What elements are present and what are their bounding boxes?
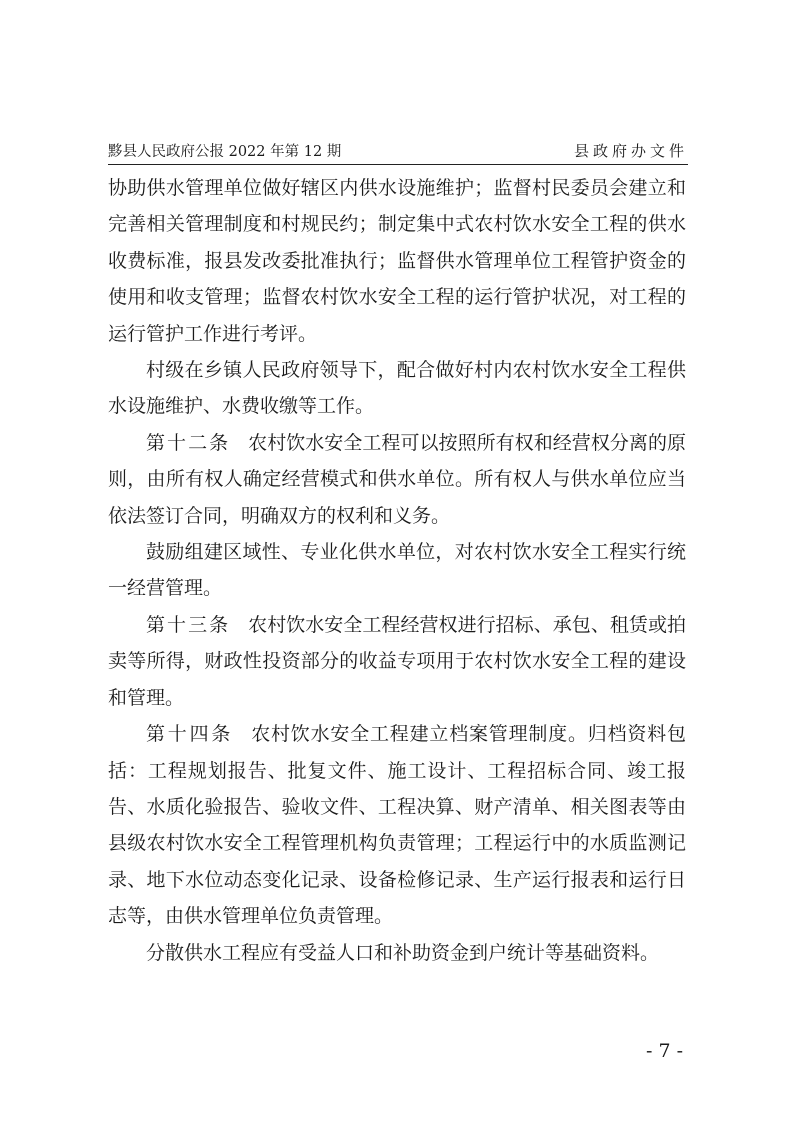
article-14 bbox=[108, 716, 686, 934]
gazette-issue-title: 黟县人民政府公报 2022 年第 12 期 bbox=[108, 144, 342, 160]
paragraph-text: 农村饮水安全工程经营权进行招标、承包、租赁或拍卖等所得，财政性投资部分的收益专项用于农村饮水安全工程的建设和管理。 bbox=[108, 613, 686, 709]
article-12 bbox=[108, 425, 686, 534]
article-13 bbox=[108, 607, 686, 716]
paragraph-text: 农村饮水安全工程可以按照所有权和经营权分离的原则，由所有权人确定经营模式和供水单位。所有权人与供水单位应当依法签订合同，明确双方的权利和义务。 bbox=[108, 431, 686, 527]
document-category: 县政府办文件 bbox=[573, 142, 688, 160]
paragraph-text: 鼓励组建区域性、专业化供水单位，对农村饮水安全工程实行统一经营管理。 bbox=[108, 541, 686, 600]
article-number: 第十四条 bbox=[146, 723, 234, 746]
paragraph-continued bbox=[108, 170, 686, 352]
article-number: 第十二条 bbox=[146, 431, 231, 454]
document-body bbox=[108, 170, 686, 971]
paragraph-encourage bbox=[108, 534, 686, 607]
paragraph-dispersed bbox=[108, 935, 686, 971]
page-number: - 7 - bbox=[645, 1040, 683, 1062]
paragraph-text: 分散供水工程应有受益人口和补助资金到户统计等基础资料。 bbox=[146, 941, 660, 964]
page-header bbox=[108, 138, 688, 165]
article-number: 第十三条 bbox=[146, 613, 231, 636]
paragraph-village bbox=[108, 352, 686, 425]
paragraph-text: 村级在乡镇人民政府领导下，配合做好村内农村饮水安全工程供水设施维护、水费收缴等工作。 bbox=[108, 359, 686, 418]
paragraph-text: 农村饮水安全工程建立档案管理制度。归档资料包括：工程规划报告、批复文件、施工设计、工程招标合同、竣工报告、水质化验报告、验收文件、工程决算、财产清单、相关图表等由县级农村饮水安全工程管理机构负责管理；工程运行中的水质监测记录、地下水位动态变化记录、设备检修记录、生产运行报表和运行日志等，由供水管理单位负责管理。 bbox=[108, 723, 686, 928]
paragraph-text: 协助供水管理单位做好辖区内供水设施维护；监督村民委员会建立和完善相关管理制度和村规民约；制定集中式农村饮水安全工程的供水收费标准，报县发改委批准执行；监督供水管理单位工程管护资金的使用和收支管理；监督农村饮水安全工程的运行管护状况，对工程的运行管护工作进行考评。 bbox=[108, 177, 686, 345]
